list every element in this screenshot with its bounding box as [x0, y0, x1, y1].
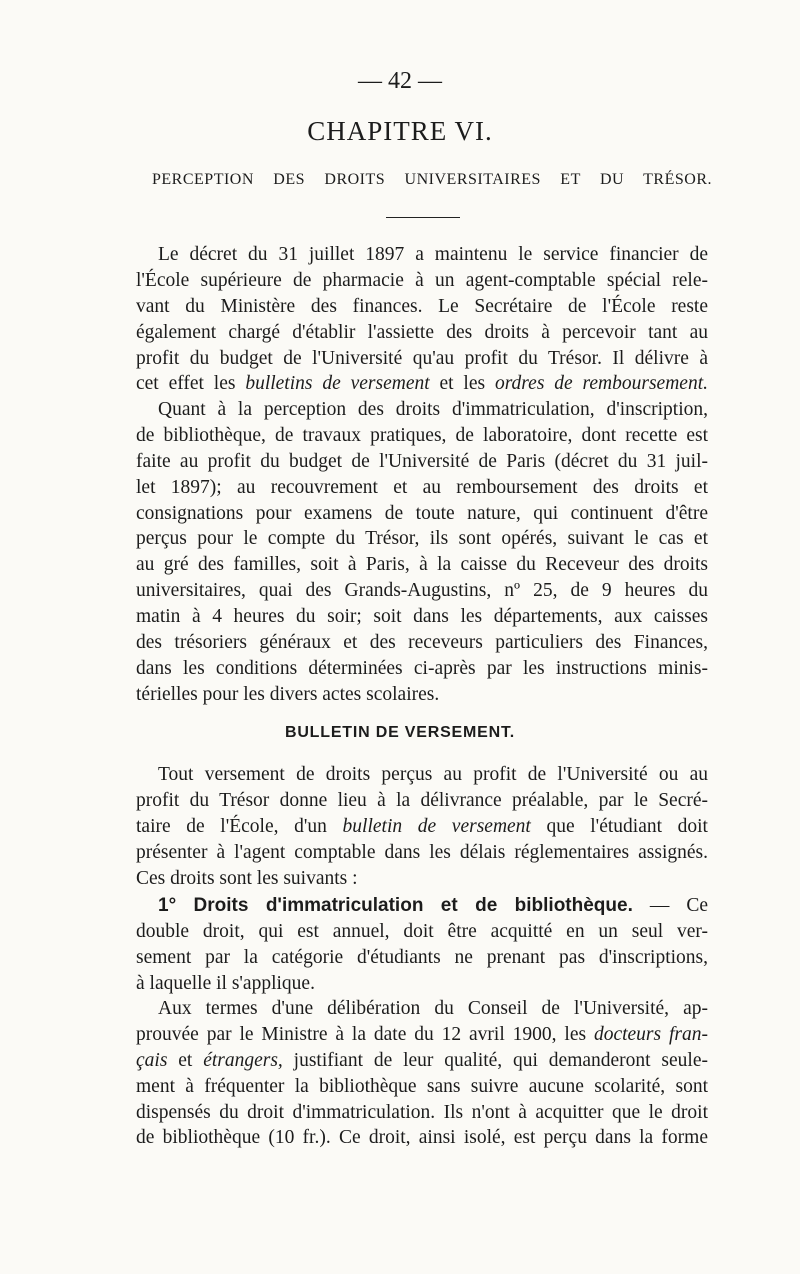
separator-rule — [386, 217, 460, 218]
section-heading: BULLETIN DE VERSEMENT. — [284, 724, 516, 741]
italic-term: docteurs fran- — [593, 1023, 708, 1045]
text-line — [136, 893, 708, 919]
text-line: présenter à l'agent comptable dans les délais réglementaires assignés. — [136, 841, 708, 863]
text-line: Ces droits sont les suivants : — [136, 867, 358, 889]
text-line: de bibliothèque, de travaux pratiques, de laboratoire, dont recette est — [136, 424, 708, 446]
text-line: l'École supérieure de pharmacie à un agent-comptable spécial rele- — [136, 269, 708, 291]
text-run: et les — [429, 373, 495, 395]
text-line — [136, 1022, 708, 1048]
paragraph-1 — [136, 242, 708, 397]
text-run: justifiant de leur qualité, qui demanderont seule- — [282, 1049, 708, 1071]
paragraph-3 — [136, 762, 708, 891]
chapter-title: CHAPITRE VI. — [307, 116, 493, 146]
text-run: et — [167, 1049, 204, 1071]
text-line — [136, 371, 708, 397]
text-run: cet effet les — [136, 373, 246, 395]
text-line: profit du budget de l'Université qu'au profit du Trésor. Il délivre à — [136, 347, 708, 369]
text-run: — Ce — [632, 895, 709, 916]
text-run: prouvée par le Ministre à la date du 12 avril 1900, les — [136, 1023, 594, 1045]
italic-term: bulletin de versement — [342, 815, 531, 837]
paragraph-2 — [136, 397, 708, 708]
text-line: au gré des familles, soit à Paris, à la caisse du Receveur des droits — [136, 554, 708, 576]
italic-term: bulletins de versement — [245, 373, 430, 395]
text-line: consignations pour examens de toute nature, qui continuent d'être — [136, 502, 708, 524]
text-line: térielles pour les divers actes scolaires. — [136, 683, 440, 705]
text-line: vant du Ministère des finances. Le Secrétaire de l'École reste — [136, 295, 708, 317]
text-line: universitaires, quai des Grands-Augustins, nº 25, de 9 heures du — [136, 580, 708, 602]
text-line: également chargé d'établir l'assiette des droits à percevoir tant au — [136, 321, 708, 343]
text-line: sement par la catégorie d'étudiants ne prenant pas d'inscriptions, — [136, 946, 708, 968]
text-run: taire de l'École, d'un — [136, 815, 343, 837]
italic-term: ordres de remboursement. — [494, 373, 708, 395]
italic-term: çais — [136, 1049, 168, 1071]
text-line: de bibliothèque (10 fr.). Ce droit, ainsi isolé, est perçu dans la forme — [136, 1127, 708, 1149]
page-number: — 42 — — [358, 68, 442, 94]
text-line: à laquelle il s'applique. — [136, 972, 315, 994]
text-line: double droit, qui est annuel, doit être acquitté en un seul ver- — [136, 920, 708, 942]
text-line: Le décret du 31 juillet 1897 a maintenu le service financier de — [158, 244, 708, 265]
paragraph-4 — [136, 893, 708, 997]
text-line: profit du Trésor donne lieu à la délivrance préalable, par le Secré- — [136, 789, 708, 811]
chapter-subtitle: PERCEPTION DES DROITS UNIVERSITAIRES ET DU TRÉSOR. — [152, 171, 712, 188]
text-line — [136, 1048, 708, 1074]
text-line: Quant à la perception des droits d'immatriculation, d'inscription, — [158, 399, 708, 420]
italic-term: étrangers, — [203, 1049, 283, 1071]
text-line: des trésoriers généraux et des receveurs particuliers des Finances, — [136, 632, 708, 654]
text-line: dans les conditions déterminées ci-après par les instructions minis- — [136, 657, 708, 679]
text-line: Aux termes d'une délibération du Conseil de l'Université, ap- — [158, 998, 708, 1019]
text-line — [136, 814, 708, 840]
text-line: Tout versement de droits perçus au profit de l'Université ou au — [158, 764, 708, 785]
paragraph-5 — [136, 996, 708, 1151]
text-line: let 1897); au recouvrement et au remboursement des droits et — [136, 476, 708, 498]
text-line: perçus pour le compte du Trésor, ils sont opérés, suivant le cas et — [136, 528, 708, 550]
text-line: ment à fréquenter la bibliothèque sans suivre aucune scolarité, sont — [136, 1075, 708, 1097]
text-line: faite au profit du budget de l'Université de Paris (décret du 31 juil- — [136, 450, 708, 472]
droits-subheading: 1° Droits d'immatriculation et de bibliothèque. — [158, 895, 633, 916]
text-line: matin à 4 heures du soir; soit dans les départements, aux caisses — [136, 606, 708, 628]
text-line: dispensés du droit d'immatriculation. Ils n'ont à acquitter que le droit — [136, 1101, 708, 1123]
text-run: que l'étudiant doit — [530, 815, 708, 837]
